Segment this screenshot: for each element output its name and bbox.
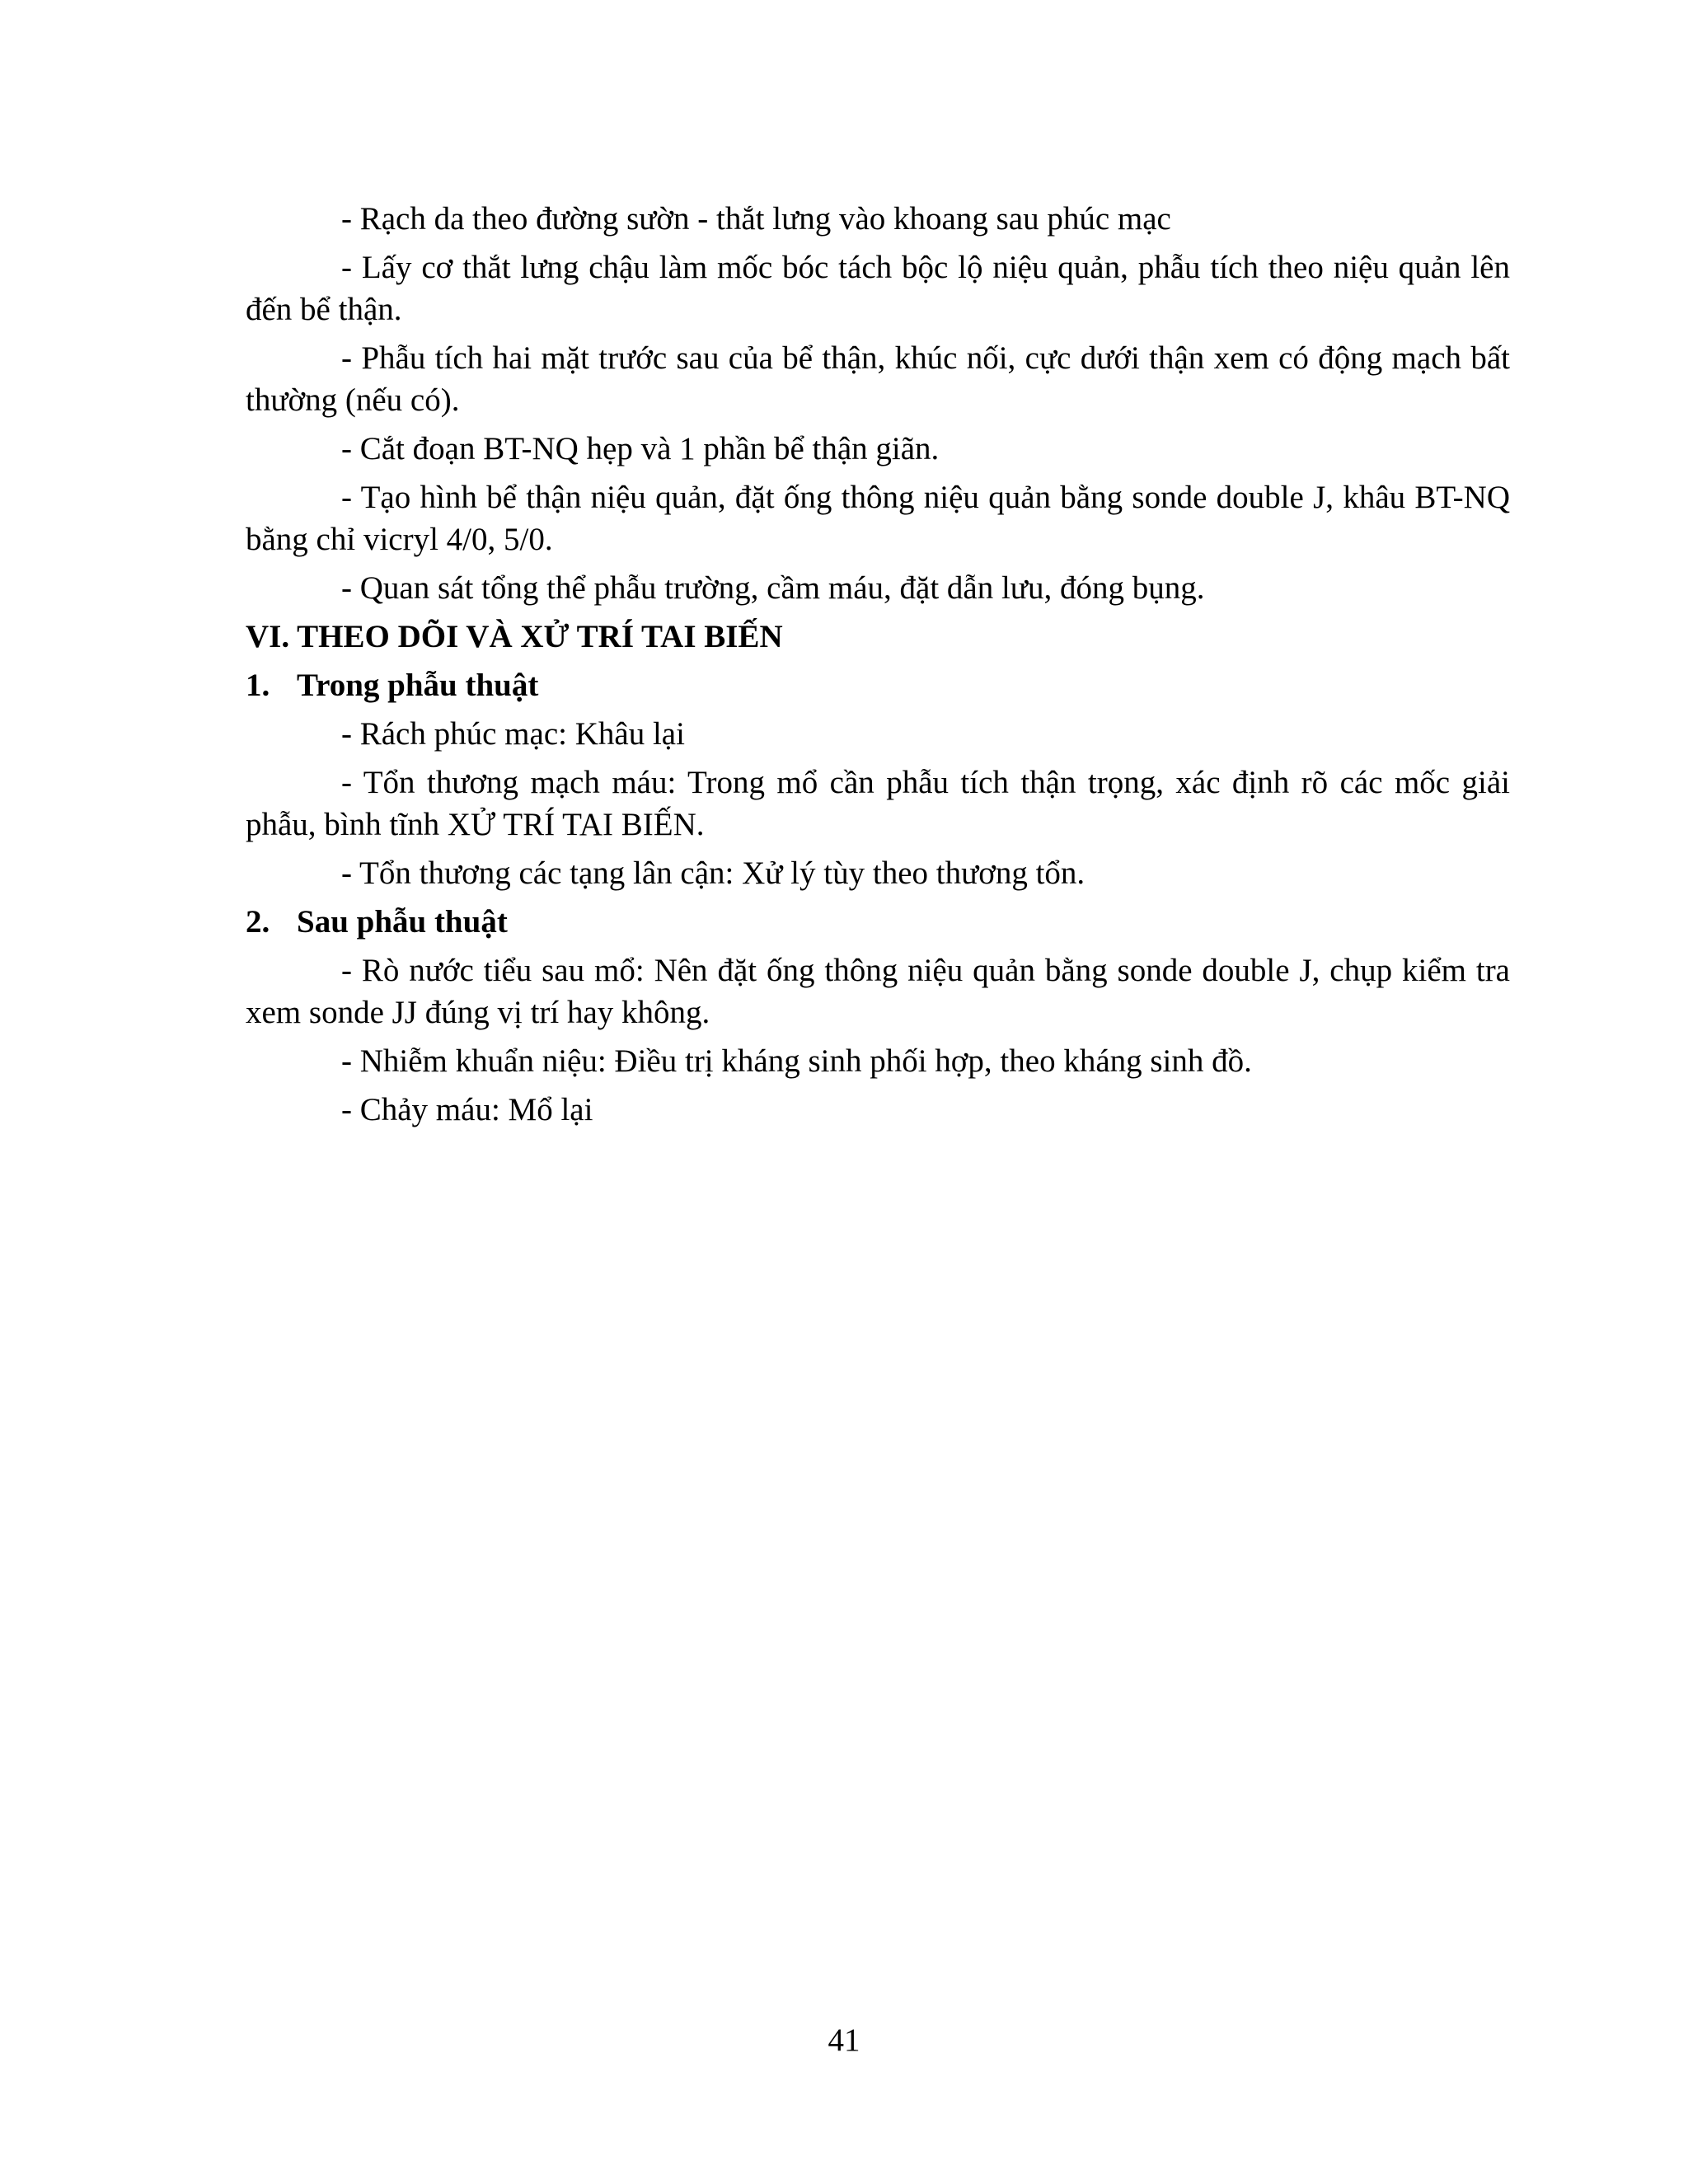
page-number: 41 [828,2022,860,2058]
subsection-number: 2. [246,904,270,940]
paragraph-ureter-dissection: - Lấy cơ thắt lưng chậu làm mốc bóc tách bộc lộ niệu quản, phẫu tích theo niệu quản lên đến bể thận. [246,250,1510,327]
paragraph-peritoneum-tear: - Rách phúc mạc: Khâu lại [341,716,685,752]
paragraph-resection: - Cắt đoạn BT-NQ hẹp và 1 phần bể thận giãn. [341,431,940,466]
paragraph-bleeding: - Chảy máu: Mổ lại [341,1092,593,1127]
subsection-title: Sau phẫu thuật [297,904,508,940]
page-body [246,198,1510,1137]
subsection-heading-intraop [246,664,1510,706]
paragraph-pyeloplasty: - Tạo hình bể thận niệu quản, đặt ống thông niệu quản bằng sonde double J, khâu BT-NQ bằng chỉ vicryl 4/0, 5/0. [246,480,1510,557]
paragraph-renal-pelvis-dissection: - Phẫu tích hai mặt trước sau của bể thận, khúc nối, cực dưới thận xem có động mạch bất thường (nếu có). [246,340,1510,418]
subsection-title: Trong phẫu thuật [297,668,539,703]
subsection-number: 1. [246,668,270,703]
paragraph-incision: - Rạch da theo đường sườn - thắt lưng vào khoang sau phúc mạc [341,201,1171,237]
paragraph-organ-injury: - Tổn thương các tạng lân cận: Xử lý tùy theo thương tổn. [341,855,1085,891]
paragraph-urinary-infection: - Nhiễm khuẩn niệu: Điều trị kháng sinh phối hợp, theo kháng sinh đồ. [341,1043,1252,1079]
section-heading: VI. THEO DÕI VÀ XỬ TRÍ TAI BIẾN [246,619,783,654]
paragraph-closure: - Quan sát tổng thể phẫu trường, cầm máu, đặt dẫn lưu, đóng bụng. [341,570,1205,606]
paragraph-vascular-injury: - Tổn thương mạch máu: Trong mổ cần phẫu tích thận trọng, xác định rõ các mốc giải phẫu, bình tĩnh XỬ TRÍ TAI BIẾN. [246,765,1510,842]
paragraph-urine-leak: - Rò nước tiểu sau mổ: Nên đặt ống thông niệu quản bằng sonde double J, chụp kiểm tra xem sonde JJ đúng vị trí hay không. [246,953,1510,1030]
subsection-heading-postop [246,901,1510,943]
